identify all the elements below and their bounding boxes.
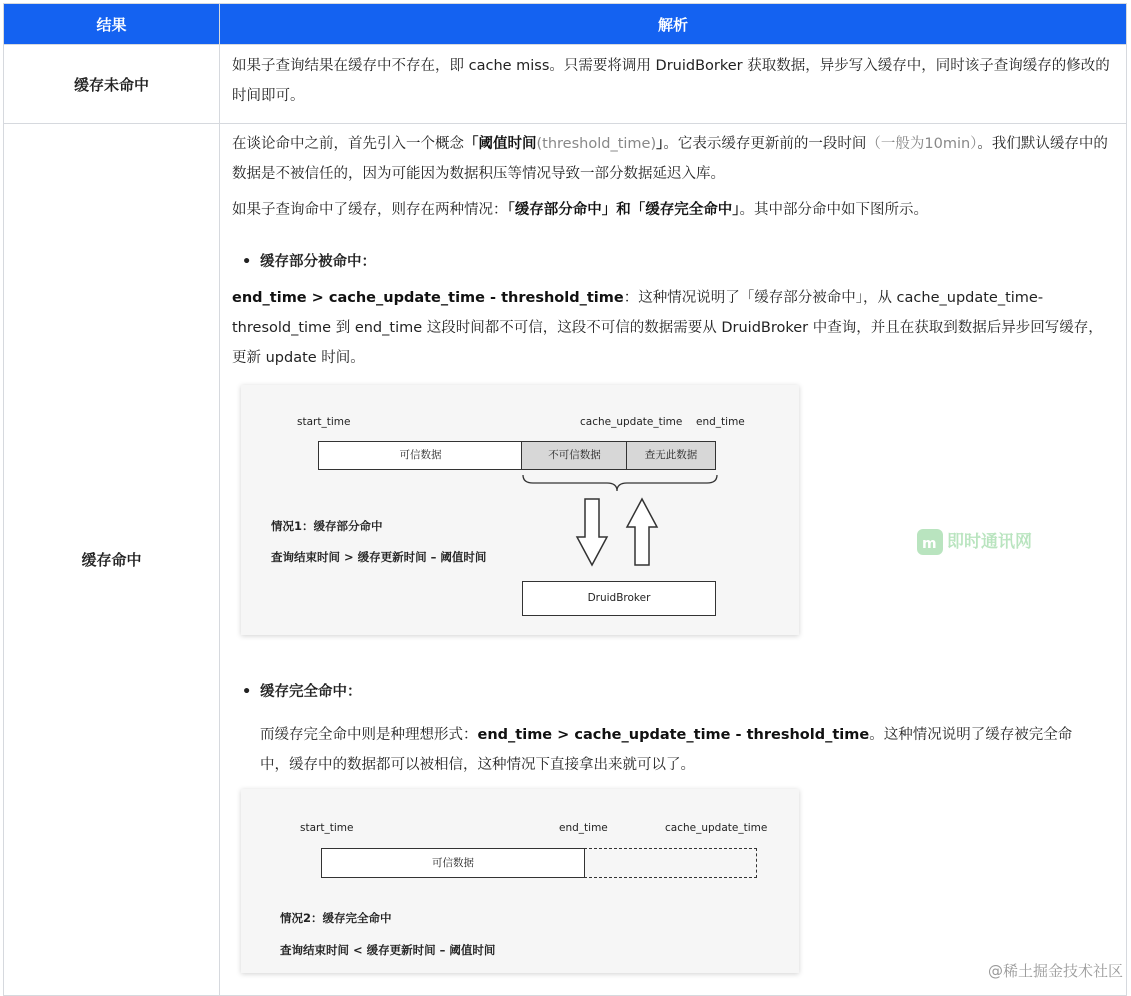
im-watermark-logo: [917, 527, 1057, 559]
label-formula2: 查询结束时间 < 缓存更新时间 – 阈值时间: [280, 943, 496, 957]
segment-future: [584, 848, 757, 878]
paragraph-full-hit: [260, 720, 1096, 780]
term-threshold: 「阈值时间: [464, 136, 537, 152]
svg-text:即时通讯网: 即时通讯网: [947, 532, 1032, 552]
segment-trusted: 可信数据: [321, 848, 585, 878]
label-case1: 情况1：缓存部分命中: [271, 519, 383, 533]
up-arrow-icon: [627, 499, 657, 565]
figure-full-hit: [241, 789, 799, 973]
text-note: （一般为10min）: [866, 136, 978, 152]
table-header-row: [4, 4, 1127, 45]
box-druid-broker: DruidBroker: [522, 581, 716, 616]
brace-icon: [523, 475, 717, 491]
text-span: 。我们默认缓存中的数据是不被信任的，因为可能因为数据积压等情况导致一部分数据延迟入库。: [232, 136, 1108, 182]
row-key-cache-miss: 缓存未命中: [4, 45, 220, 124]
paragraph-partial-hit: [232, 283, 1114, 373]
bullet-partial-hit: • 缓存部分被命中：: [232, 247, 1114, 277]
segment-query: 查无此数据: [626, 441, 716, 470]
down-arrow-icon: [577, 499, 607, 565]
segment-untrusted: 不可信数据: [521, 441, 628, 470]
formula-full: end_time > cache_update_time - threshold_time: [477, 727, 870, 743]
svg-text:m: m: [922, 536, 937, 552]
row-text-cache-miss: 如果子查询结果在缓存中不存在，即 cache miss。只需要将调用 DruidBorker 获取数据，异步写入缓存中，同时该子查询缓存的修改的时间即可。: [220, 45, 1127, 124]
text-span: 。其中部分命中如下图所示。: [739, 202, 928, 218]
row-key-cache-hit: 缓存命中: [4, 124, 220, 996]
term-threshold-en: (threshold_time): [536, 136, 657, 152]
footer-watermark: @稀土掘金技术社区: [987, 962, 1123, 980]
term-bracket: 」: [656, 136, 664, 152]
label-end-time: end_time: [696, 416, 745, 428]
header-result: 结果: [4, 4, 220, 45]
label-start-time: start_time: [297, 416, 351, 428]
paragraph-two-cases: [232, 195, 1114, 225]
label-cache-update-time: cache_update_time: [580, 416, 683, 428]
text-span: ：这种情况说明了「缓存部分被命中」，从 cache_update_time-thresold_time 到 end_time 这段时间都不可信，这段不可信的数据需要从 DruidBroker 中查询，并且在获取到数据后异步回写缓存，更新 update 时间。: [232, 290, 1103, 366]
table-row: [4, 45, 1127, 124]
text-span: 。这种情况说明了缓存被完全命中，缓存中的数据都可以被相信，这种情况下直接拿出来就可以了。: [260, 727, 1073, 773]
label-case2: 情况2：缓存完全命中: [280, 911, 392, 925]
label-end-time: end_time: [559, 822, 608, 834]
bullet-full-hit: • 缓存完全命中：: [232, 677, 362, 707]
label-formula1: 查询结束时间 > 缓存更新时间 – 阈值时间: [271, 550, 487, 564]
segment-trusted: 可信数据: [318, 441, 523, 470]
term-cases: 「缓存部分命中」和「缓存完全命中」: [507, 202, 740, 218]
text-span: 在谈论命中之前，首先引入一个概念: [232, 136, 464, 152]
text-span: 而缓存完全命中则是种理想形式：: [260, 727, 478, 743]
text-span: 。它表示缓存更新前的一段时间: [663, 136, 867, 152]
label-start-time: start_time: [300, 822, 354, 834]
header-analysis: 解析: [220, 4, 1127, 45]
formula-partial: end_time > cache_update_time - threshold_time: [232, 290, 624, 306]
label-cache-update-time: cache_update_time: [665, 822, 768, 834]
paragraph-threshold: [232, 129, 1114, 189]
figure-partial-hit: [241, 385, 799, 635]
text-span: 如果子查询命中了缓存，则存在两种情况：: [232, 202, 508, 218]
